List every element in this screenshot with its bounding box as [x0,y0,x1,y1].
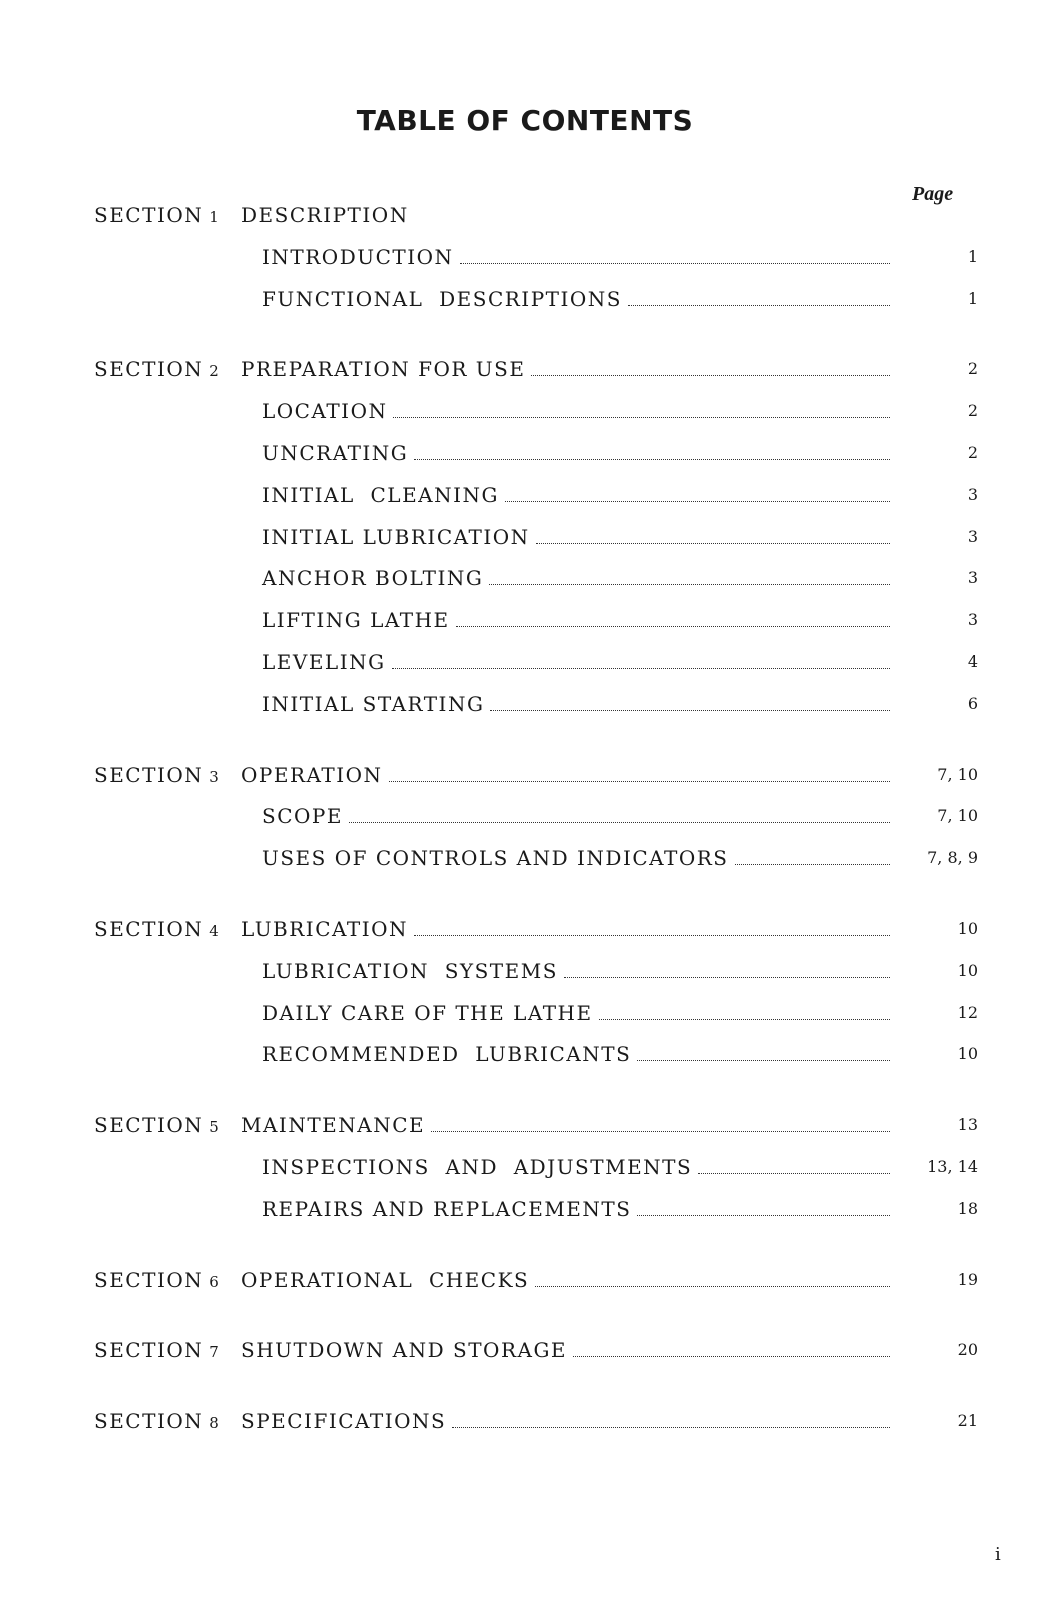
entry-heading [262,397,890,425]
toc-section-row [0,915,1050,943]
page-number: 19 [957,1269,978,1289]
entry-heading [262,523,890,551]
entry-title: DAILY CARE OF THE LATHE [262,1000,593,1025]
page-number: 3 [967,610,978,630]
page-number: 2 [967,443,978,462]
section-heading [241,915,890,943]
section-word: SECTION [94,1338,204,1363]
toc-entry-row [0,690,1050,718]
section-number: 6 [209,1272,219,1291]
section-title: SPECIFICATIONS [241,1409,447,1434]
page-title: TABLE OF CONTENTS [356,104,694,137]
section-heading [241,761,890,789]
section-number: 8 [209,1414,219,1433]
entry-title: SCOPE [262,804,343,829]
toc-section-row [0,1336,1050,1364]
section-word: SECTION [94,1409,204,1434]
section-title: PREPARATION FOR USE [241,357,526,382]
section-heading [241,201,841,229]
section-number: 3 [209,767,219,786]
page-number: 1 [967,288,978,308]
dot-leader [414,459,890,460]
dot-leader [431,1131,890,1132]
entry-title: INTRODUCTION [262,244,454,269]
page-number: 12 [957,1002,978,1022]
section-heading [241,1266,890,1294]
toc-entry-row [0,957,1050,985]
page-number: 13, 14 [927,1157,978,1176]
section-title: MAINTENANCE [241,1113,426,1138]
entry-heading [262,999,890,1027]
dot-leader [505,501,890,502]
section-title: OPERATION [241,762,383,787]
dot-leader [735,864,891,865]
page-number: 10 [957,1044,978,1064]
dot-leader [536,543,890,544]
entry-heading [262,1195,890,1223]
entry-heading [262,648,890,676]
dot-leader [564,977,890,978]
entry-heading [262,1040,890,1068]
section-label [94,915,219,945]
dot-leader [392,668,890,669]
entry-heading [262,243,890,271]
section-word: SECTION [94,917,204,941]
entry-title: INITIAL STARTING [262,691,485,716]
page-number: 3 [967,568,978,588]
section-word: SECTION [94,357,204,382]
toc-entry-row [0,397,1050,425]
dot-leader [573,1356,890,1357]
page-number: 18 [957,1198,978,1218]
toc-entry-row [0,802,1050,830]
page-number: 10 [957,960,978,980]
dot-leader [349,822,890,823]
section-label [94,1111,219,1141]
page-folio: i [995,1544,1001,1565]
section-label [94,355,219,385]
page-number: 7, 10 [937,764,978,784]
toc-entry-row [0,1153,1050,1181]
section-heading [241,1111,890,1139]
toc-entry-row [0,243,1050,271]
toc-entry-row [0,523,1050,551]
page-number: 3 [967,484,978,504]
section-label [94,1266,219,1296]
toc-entry-row [0,844,1050,872]
entry-title: INITIAL LUBRICATION [262,524,530,549]
toc-entry-row [0,285,1050,313]
entry-title: INITIAL CLEANING [262,482,499,507]
entry-heading [262,802,890,830]
page-number: 4 [967,652,978,671]
section-heading [241,355,890,383]
dot-leader [460,263,890,264]
toc-section-row [0,1266,1050,1294]
section-label [94,761,219,791]
section-number: 1 [209,208,219,226]
dot-leader [489,584,890,585]
toc-entry-row [0,481,1050,509]
toc-section-row [0,201,1050,229]
section-word: SECTION [94,1113,204,1138]
entry-heading [262,844,890,872]
page-column-heading: Page [912,183,954,205]
toc-entry-row [0,564,1050,592]
entry-heading [262,439,890,467]
page-number: 13 [957,1115,978,1135]
entry-title: UNCRATING [262,441,409,465]
dot-leader [531,375,890,376]
section-title: SHUTDOWN AND STORAGE [241,1338,568,1363]
entry-title: LEVELING [262,650,386,674]
toc-section-row [0,1407,1050,1435]
page-number: 21 [957,1411,978,1431]
entry-title: LIFTING LATHE [262,608,450,633]
page-number: 2 [967,401,978,421]
page-number: 7, 10 [937,806,978,826]
section-word: SECTION [94,1267,204,1292]
entry-heading [262,690,890,718]
section-heading [241,1407,890,1435]
entry-heading [262,1153,890,1181]
section-number: 7 [209,1343,219,1362]
section-label [94,1407,219,1437]
section-title: LUBRICATION [241,917,408,941]
dot-leader [490,710,890,711]
page-number: 6 [967,693,978,713]
entry-heading [262,957,890,985]
dot-leader [414,935,890,936]
section-number: 4 [209,922,219,940]
entry-title: FUNCTIONAL DESCRIPTIONS [262,286,623,311]
toc-entry-row [0,1040,1050,1068]
page-number: 2 [967,359,978,379]
section-label [94,1336,219,1366]
dot-leader [628,305,890,306]
entry-title: ANCHOR BOLTING [262,566,484,591]
dot-leader [535,1286,890,1287]
entry-title: INSPECTIONS AND ADJUSTMENTS [262,1155,693,1179]
toc-section-row [0,355,1050,383]
dot-leader [637,1060,890,1061]
toc-entry-row [0,999,1050,1027]
dot-leader [637,1215,890,1216]
page-number: 1 [967,246,978,266]
toc-entry-row [0,606,1050,634]
section-number: 5 [209,1118,219,1137]
toc-section-row [0,761,1050,789]
entry-heading [262,606,890,634]
toc-entry-row [0,439,1050,467]
entry-title: RECOMMENDED LUBRICANTS [262,1042,632,1067]
dot-leader [456,626,890,627]
dot-leader [599,1019,890,1020]
toc-entry-row [0,648,1050,676]
dot-leader [698,1173,890,1174]
section-number: 2 [209,362,219,381]
entry-title: LOCATION [262,399,388,424]
section-heading [241,1336,890,1364]
page-number: 10 [957,919,978,938]
entry-title: LUBRICATION SYSTEMS [262,958,558,983]
entry-title: USES OF CONTROLS AND INDICATORS [262,846,729,871]
dot-leader [452,1427,890,1428]
toc-entry-row [0,1195,1050,1223]
page-number: 20 [957,1340,978,1360]
section-label [94,201,219,231]
section-word: SECTION [94,203,204,227]
entry-title: REPAIRS AND REPLACEMENTS [262,1196,632,1221]
dot-leader [389,781,891,782]
entry-heading [262,564,890,592]
section-title: OPERATIONAL CHECKS [241,1267,530,1292]
entry-heading [262,285,890,313]
section-word: SECTION [94,762,204,787]
dot-leader [393,417,890,418]
page-number: 3 [967,526,978,546]
toc-section-row [0,1111,1050,1139]
entry-heading [262,481,890,509]
section-title: DESCRIPTION [241,203,409,227]
page-number: 7, 8, 9 [927,848,978,868]
